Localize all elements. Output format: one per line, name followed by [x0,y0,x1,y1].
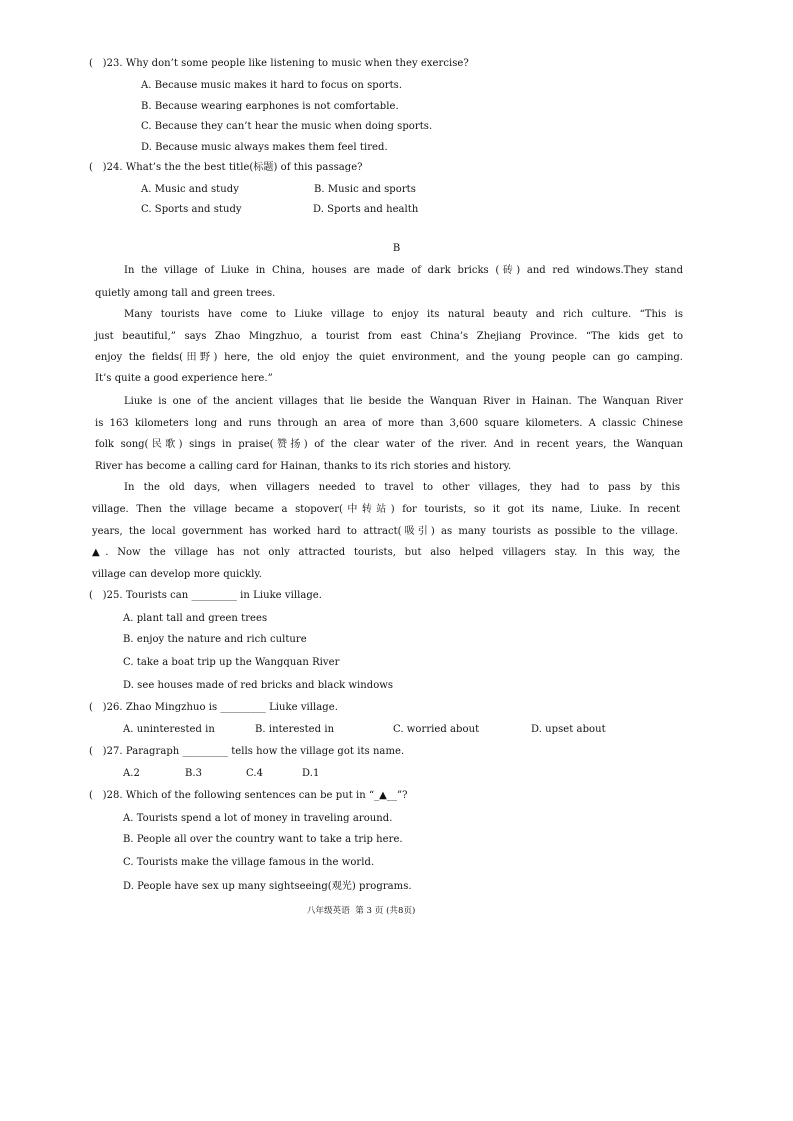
section-heading: B [392,243,401,254]
question-24-option-d: D. Sports and health [313,204,419,215]
passage-line: just beautiful,” says Zhao Mingzhuo, a tourist from east China’s Zhejiang Province. “The kids get to [95,331,683,342]
passage-line: In the old days, when villagers needed to travel to other villages, they had to pass by this [124,482,680,493]
question-24-stem: ( )24. What’s the the best title(标题) of this passage? [89,162,363,173]
question-23-option-c: C. Because they can’t hear the music when doing sports. [141,121,433,132]
passage-line: It’s quite a good experience here.” [95,373,273,384]
passage-line: village can develop more quickly. [92,569,262,580]
passage-line: Many tourists have come to Liuke village to enjoy its natural beauty and rich culture. “This is [124,309,683,320]
question-28-option-d: D. People have sex up many sightseeing(观光) programs. [123,881,412,892]
question-28-stem: ( )28. Which of the following sentences can be put in “_▲__”? [89,790,408,801]
passage-line: village. Then the village became a stopover(中转站) for tourists, so it got its name, Liuke. In recent [92,504,680,515]
question-28-option-a: A. Tourists spend a lot of money in traveling around. [123,813,393,824]
question-25-option-b: B. enjoy the nature and rich culture [123,634,307,645]
passage-line: years, the local government has worked hard to attract(吸引) as many tourists as possible to the village. [92,526,678,537]
question-25-option-d: D. see houses made of red bricks and black windows [123,680,394,691]
question-24-option-a: A. Music and study [141,184,239,195]
question-28-option-b: B. People all over the country want to take a trip here. [123,834,403,845]
question-27-option-b: B.3 [185,768,203,779]
passage-line: In the village of Liuke in China, houses are made of dark bricks (砖) and red windows.They stand [124,265,683,276]
question-27-stem: ( )27. Paragraph _________ tells how the village got its name. [89,746,405,757]
question-26-option-a: A. uninterested in [123,724,215,735]
question-23-option-a: A. Because music makes it hard to focus on sports. [141,80,403,91]
question-28-option-c: C. Tourists make the village famous in the world. [123,857,375,868]
question-26-option-c: C. worried about [393,724,480,735]
question-26-option-b: B. interested in [255,724,335,735]
question-26-option-d: D. upset about [531,724,606,735]
passage-line: Liuke is one of the ancient villages that lie beside the Wanquan River in Hainan. The Wanquan River [124,396,683,407]
question-27-option-d: D.1 [302,768,320,779]
question-26-stem: ( )26. Zhao Mingzhuo is _________ Liuke village. [89,702,338,713]
page-footer: 八年级英语 第 3 页 (共8页) [307,906,416,916]
question-25-option-c: C. take a boat trip up the Wangquan River [123,657,340,668]
question-27-option-c: C.4 [246,768,263,779]
passage-line: enjoy the fields(田野) here, the old enjoy the quiet environment, and the young people can go camping. [95,352,683,363]
question-23-option-b: B. Because wearing earphones is not comfortable. [141,101,399,112]
passage-line: ▲. Now the village has not only attracted tourists, but also helped villagers stay. In this way, the [92,547,680,558]
passage-line: is 163 kilometers long and runs through an area of more than 3,600 square kilometers. A classic Chinese [95,418,683,429]
question-27-option-a: A.2 [123,768,140,779]
passage-line: folk song(民歌) sings in praise(赞扬) of the clear water of the river. And in recent years, the Wanquan [95,439,683,450]
question-23-stem: ( )23. Why don’t some people like listening to music when they exercise? [89,58,469,69]
question-24-option-c: C. Sports and study [141,204,242,215]
question-24-option-b: B. Music and sports [314,184,416,195]
question-25-option-a: A. plant tall and green trees [123,613,268,624]
question-25-stem: ( )25. Tourists can _________ in Liuke village. [89,590,322,601]
passage-line: quietly among tall and green trees. [95,288,276,299]
question-23-option-d: D. Because music always makes them feel tired. [141,142,388,153]
passage-line: River has become a calling card for Hainan, thanks to its rich stories and history. [95,461,512,472]
